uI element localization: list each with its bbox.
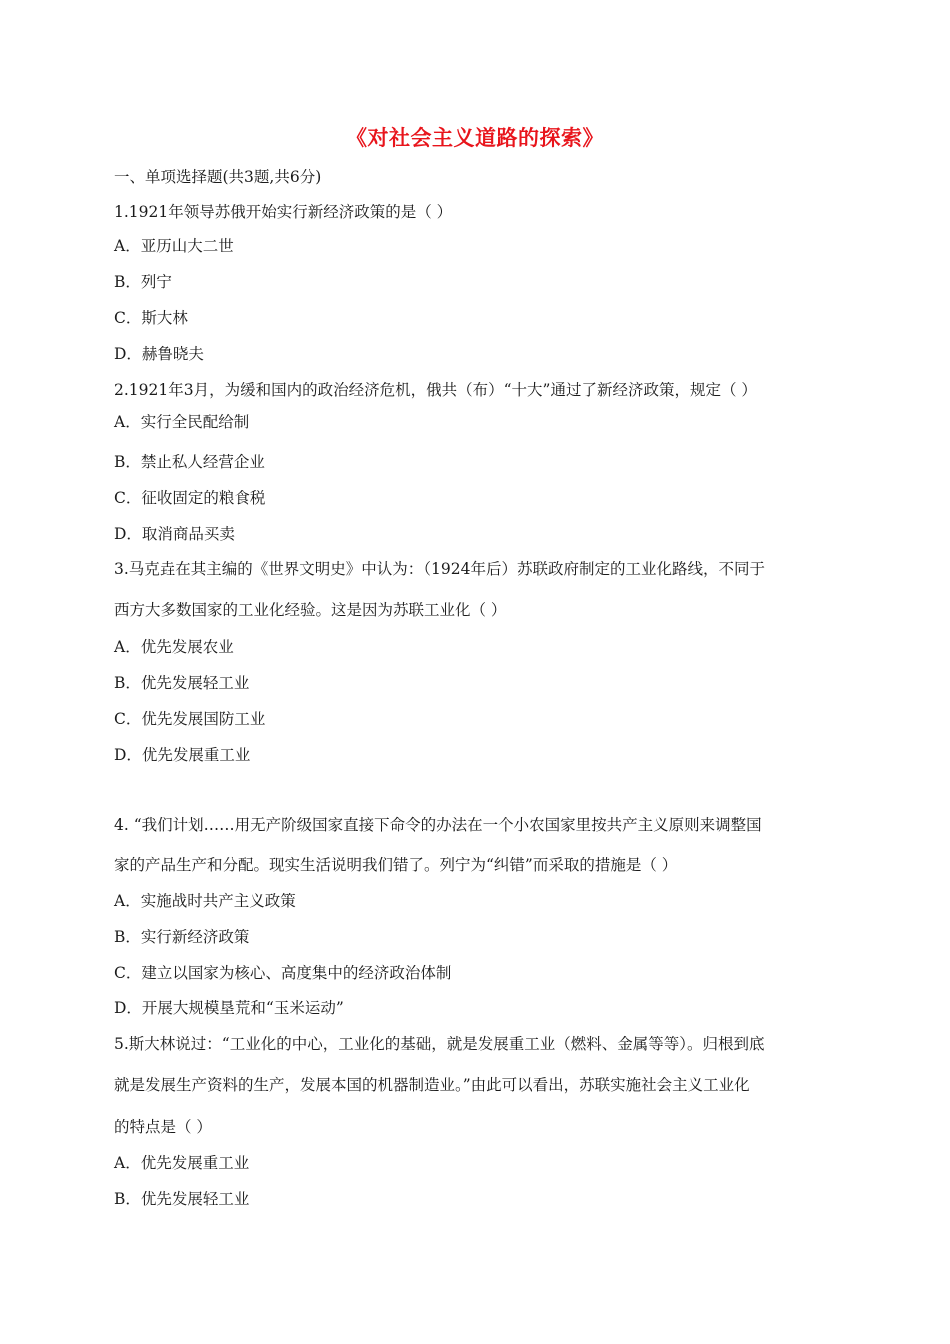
question-2-option-d: D．取消商品买卖: [114, 525, 235, 543]
question-5-stem-line-1: 5.斯大林说过：“工业化的中心，工业化的基础，就是发展重工业（燃料、金属等等）。归根到底: [114, 1035, 765, 1053]
question-3-option-b: B．优先发展轻工业: [114, 674, 250, 692]
question-4-stem-line-2: 家的产品生产和分配。现实生活说明我们错了。列宁为“纠错”而采取的措施是（ ）: [114, 856, 678, 874]
question-2-option-c: C．征收固定的粮食税: [114, 489, 266, 507]
question-3-stem-line-1: 3.马克垚在其主编的《世界文明史》中认为：（1924年后）苏联政府制定的工业化路线，不同于: [114, 560, 765, 578]
question-5-option-a: A．优先发展重工业: [114, 1154, 250, 1172]
question-3-option-c: C．优先发展国防工业: [114, 710, 266, 728]
question-5-stem-line-2: 就是发展生产资料的生产，发展本国的机器制造业。”由此可以看出，苏联实施社会主义工业化: [114, 1076, 750, 1094]
question-1-option-b: B．列宁: [114, 273, 172, 291]
question-1-option-d: D．赫鲁晓夫: [114, 345, 204, 363]
question-4-option-b: B．实行新经济政策: [114, 928, 250, 946]
question-1-option-a: A．亚历山大二世: [114, 237, 234, 255]
question-4-option-d: D．开展大规模垦荒和“玉米运动”: [114, 999, 344, 1017]
question-4-stem-line-1: 4. “我们计划……用无产阶级国家直接下命令的办法在一个小农国家里按共产主义原则来调整国: [114, 816, 762, 834]
question-2-option-b: B．禁止私人经营企业: [114, 453, 265, 471]
question-3-option-d: D．优先发展重工业: [114, 746, 251, 764]
question-2-stem: 2.1921年3月，为缓和国内的政治经济危机，俄共（布）“十大”通过了新经济政策，规定（ ）: [114, 381, 757, 399]
question-5-stem-line-3: 的特点是（ ）: [114, 1118, 212, 1136]
section-heading: 一、单项选择题(共3题,共6分): [114, 168, 322, 186]
question-2-option-a: A．实行全民配给制: [114, 413, 250, 431]
document-title: 《对社会主义道路的探索》: [346, 125, 604, 150]
question-1-stem: 1.1921年领导苏俄开始实行新经济政策的是（ ）: [114, 203, 453, 221]
question-3-stem-line-2: 西方大多数国家的工业化经验。这是因为苏联工业化（ ）: [114, 601, 507, 619]
question-3-option-a: A．优先发展农业: [114, 638, 234, 656]
question-4-option-a: A．实施战时共产主义政策: [114, 892, 296, 910]
question-4-option-c: C．建立以国家为核心、高度集中的经济政治体制: [114, 964, 452, 982]
question-1-option-c: C．斯大林: [114, 309, 188, 327]
question-5-option-b: B．优先发展轻工业: [114, 1190, 250, 1208]
